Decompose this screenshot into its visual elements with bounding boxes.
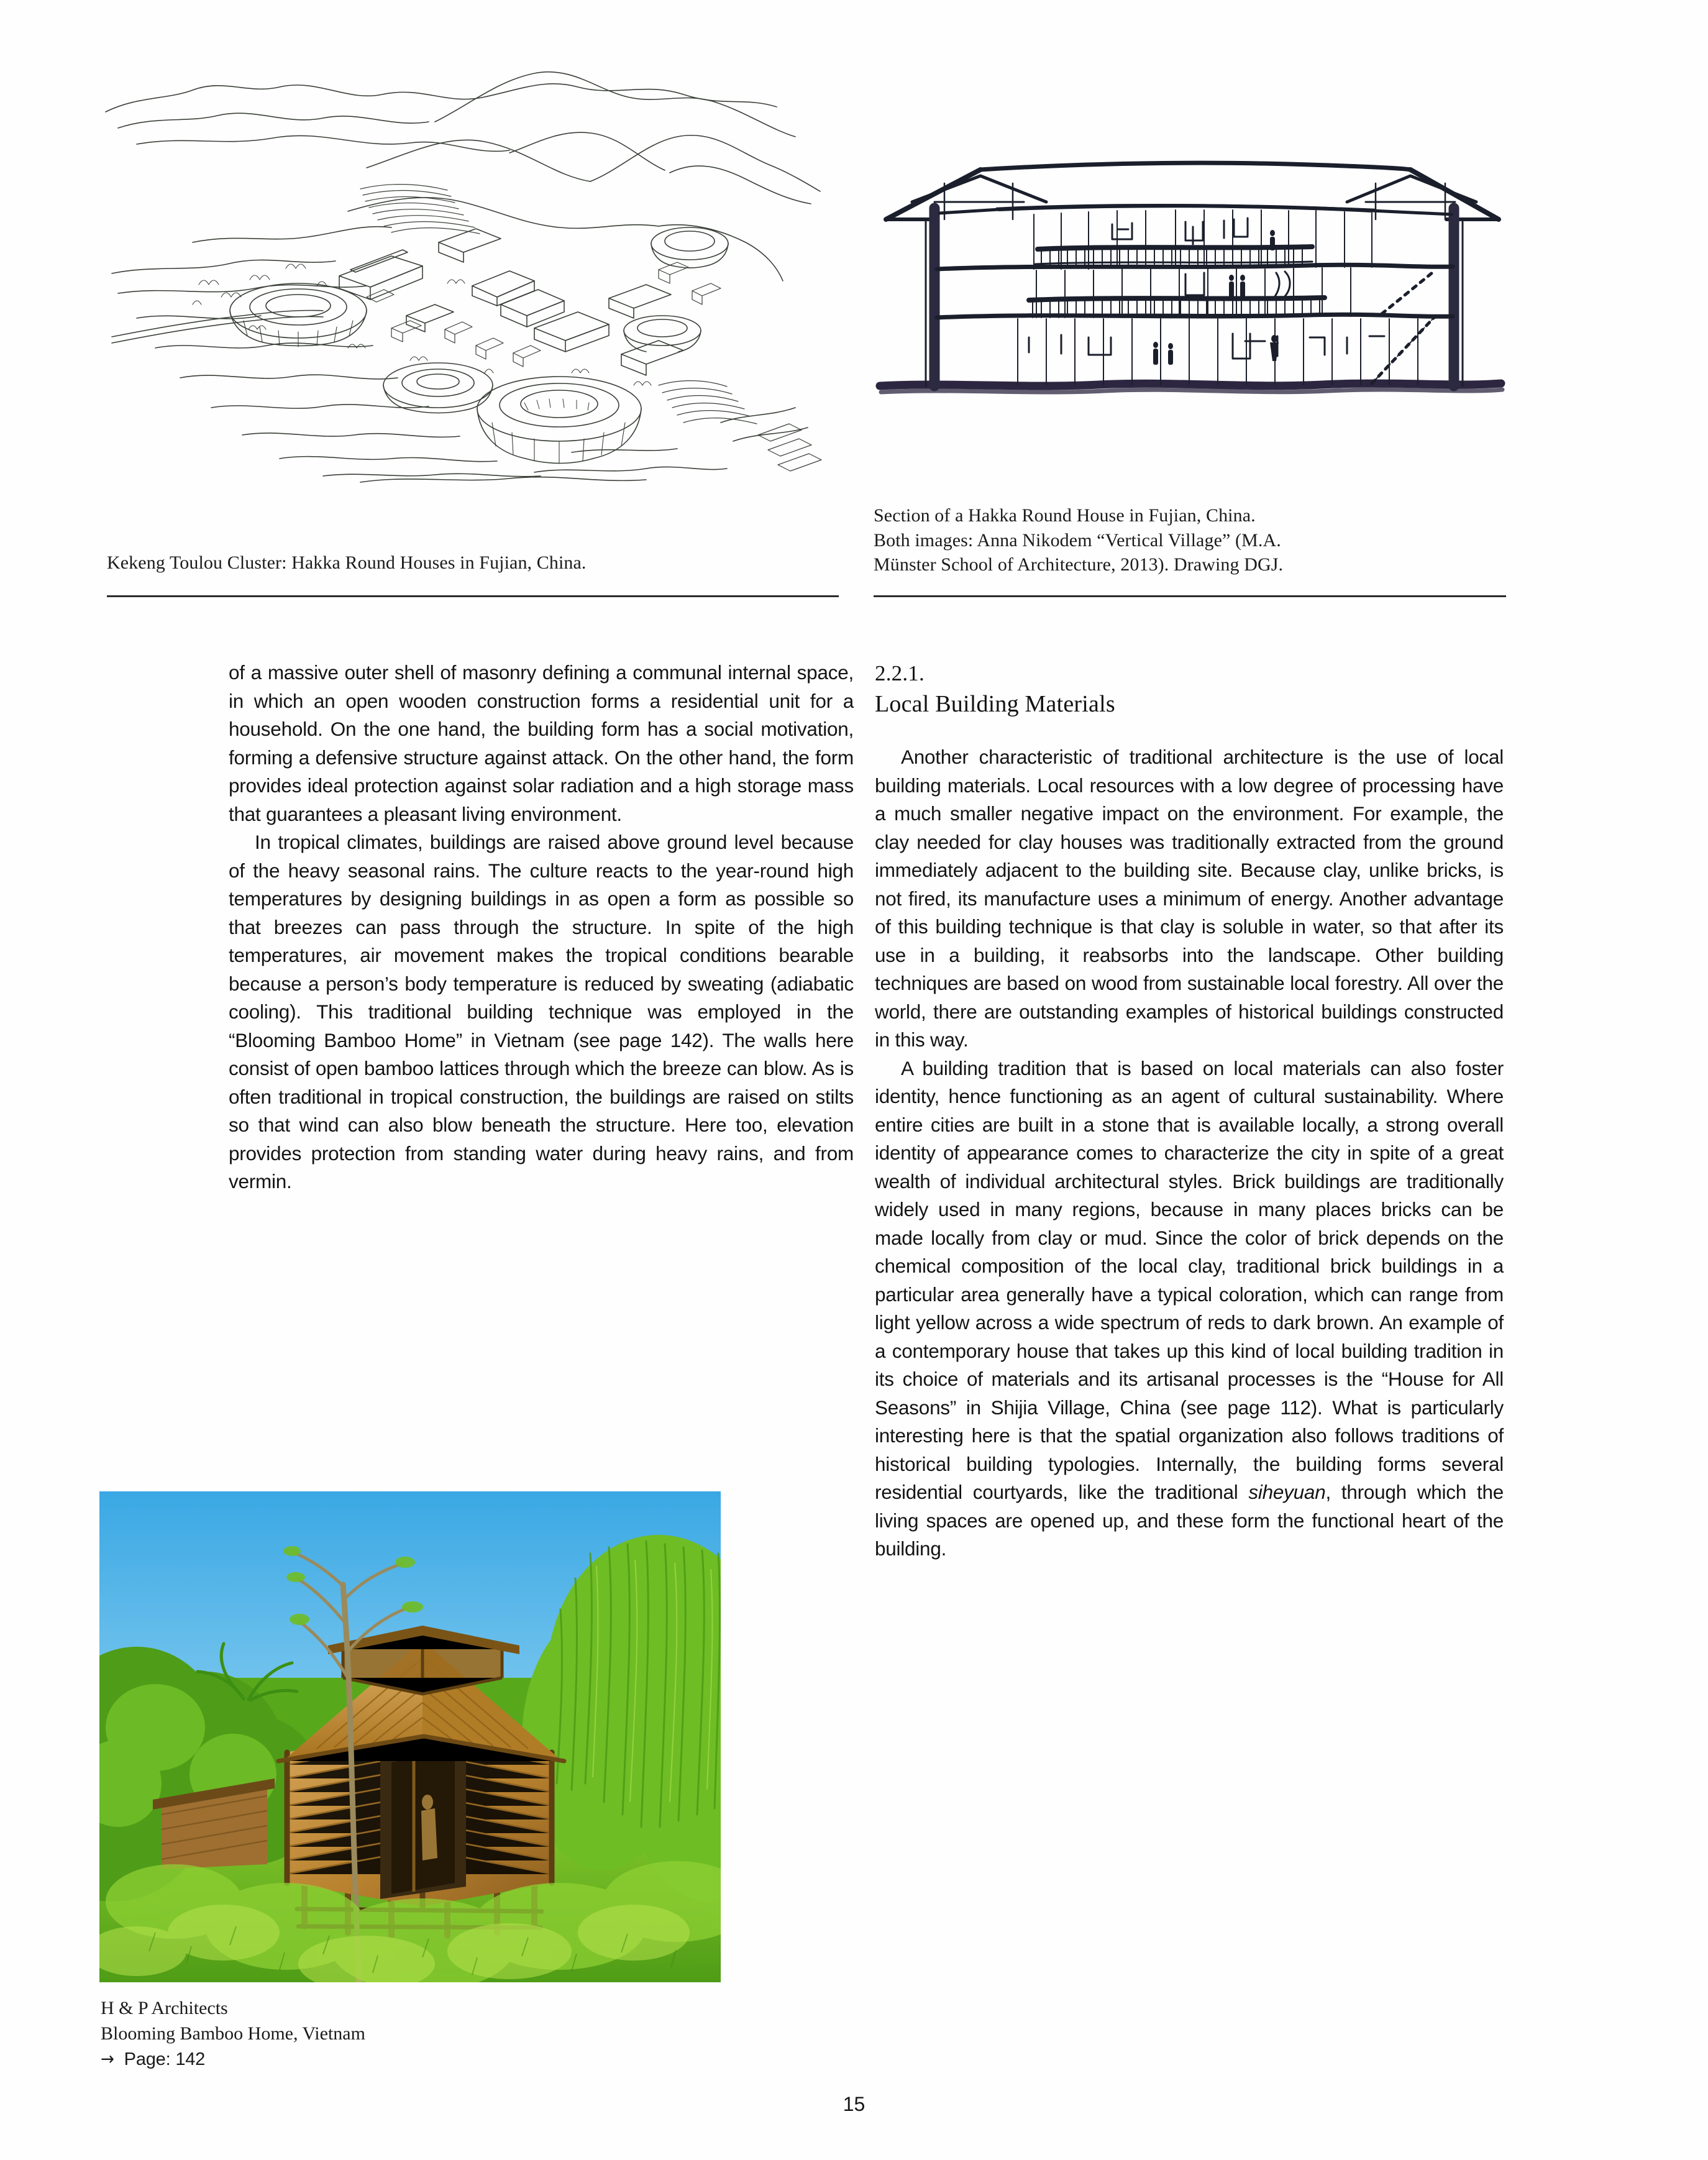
paragraph-part: A building tradition that is based on local materials can also foster identity, hence functioning as an agent of cultural sustainability. Where entire cities are built in a stone that is available locally, a strong overall identity of appearance comes to characterize the city in spite of a great wealth of individual architectural styles. Brick buildings are traditionally widely used in many regions, because in many places bricks can be made locally from clay or mud. Since the color of brick depends on the chemical composition of the local clay, traditional brick buildings in a particular area generally have a typical coloration, which can range from light yellow across a wide spectrum of reds to dark brown. An example of a contemporary house that takes up this kind of local building tradition in its choice of materials and its artisanal processes is the “House for All Seasons” in Shijia Village, China (see page 112). What is particularly interesting here is that the spatial organization also follows traditions of historical building typologies. Internally, the building forms several residential courtyards, like the traditional <box>875 1056 1504 1503</box>
page-number: 15 <box>843 2093 865 2115</box>
page-reference-label: Page: 142 <box>124 2049 206 2069</box>
figure-toulou-cluster <box>99 37 839 485</box>
caption-rule-left <box>107 595 839 597</box>
section-title: Local Building Materials <box>875 691 1115 717</box>
arrow-right-icon: → <box>101 2048 114 2069</box>
paragraph: Another characteristic of traditional architecture is the use of local building materials. Local resources with a low degree of processing have a much smaller negative impact on the environment. For example, the clay needed for clay houses was traditionally extracted from the ground immediately adjacent to the building site. Because clay, unlike bricks, is not fired, its manufacture uses a minimum of energy. Another advantage of this building technique is that clay is soluble in water, so that after its use in a building, it reabsorbs into the landscape. Other building techniques are based on wood from sustainable local forestry. All over the world, there are outstanding examples of historical buildings constructed in this way. <box>875 746 1504 1051</box>
caption-line: Section of a Hakka Round House in Fujian, China. <box>874 505 1256 526</box>
italic-term: siheyuan <box>1248 1481 1326 1503</box>
caption-toulou-cluster: Kekeng Toulou Cluster: Hakka Round Houses in Fujian, China. <box>107 552 587 573</box>
caption-section-drawing <box>874 503 1507 577</box>
caption-rule-right <box>874 595 1506 597</box>
figure-bamboo-home-photo <box>99 1491 721 1982</box>
page-reference <box>101 2047 660 2072</box>
figure-section-drawing <box>875 140 1509 407</box>
body-column-left <box>229 659 854 1196</box>
caption-line: Blooming Bamboo Home, Vietnam <box>101 2023 365 2044</box>
paragraph-part: , through which the living spaces are opened up, and these form the functional heart of the building. <box>875 1481 1504 1560</box>
caption-line: Münster School of Architecture, 2013). Drawing DGJ. <box>874 554 1284 575</box>
body-column-right <box>875 659 1504 1563</box>
paragraph: of a massive outer shell of masonry defining a communal internal space, in which an open wooden construction forms a residential unit for a household. On the one hand, the building form has a social motivation, forming a defensive structure against attack. On the other hand, the form provides ideal protection against solar radiation and a high storage mass that guarantees a pleasant living environment. <box>229 661 854 825</box>
paragraph: In tropical climates, buildings are raised above ground level because of the heavy seasonal rains. The culture reacts to the year-round high temperatures by designing buildings in as open a form as possible so that breezes can pass through the structure. In spite of the high temperatures, air movement makes the tropical conditions bearable because a person’s body temperature is reduced by sweating (adiabatic cooling). This traditional building technique was employed in the “Blooming Bamboo Home” in Vietnam (see page 142). The walls here consist of open bamboo lattices through which the breeze can blow. As is often traditional in tropical construction, the buildings are raised on stilts so that wind can also blow beneath the structure. Here too, elevation provides protection from standing water during heavy rains, and from vermin. <box>229 831 854 1192</box>
caption-bamboo-home <box>101 1996 660 2072</box>
caption-line: Both images: Anna Nikodem “Vertical Village” (M.A. <box>874 529 1281 551</box>
caption-line: H & P Architects <box>101 1998 228 2018</box>
paragraph <box>875 1055 1504 1563</box>
section-number: 2.2.1. <box>875 661 925 685</box>
